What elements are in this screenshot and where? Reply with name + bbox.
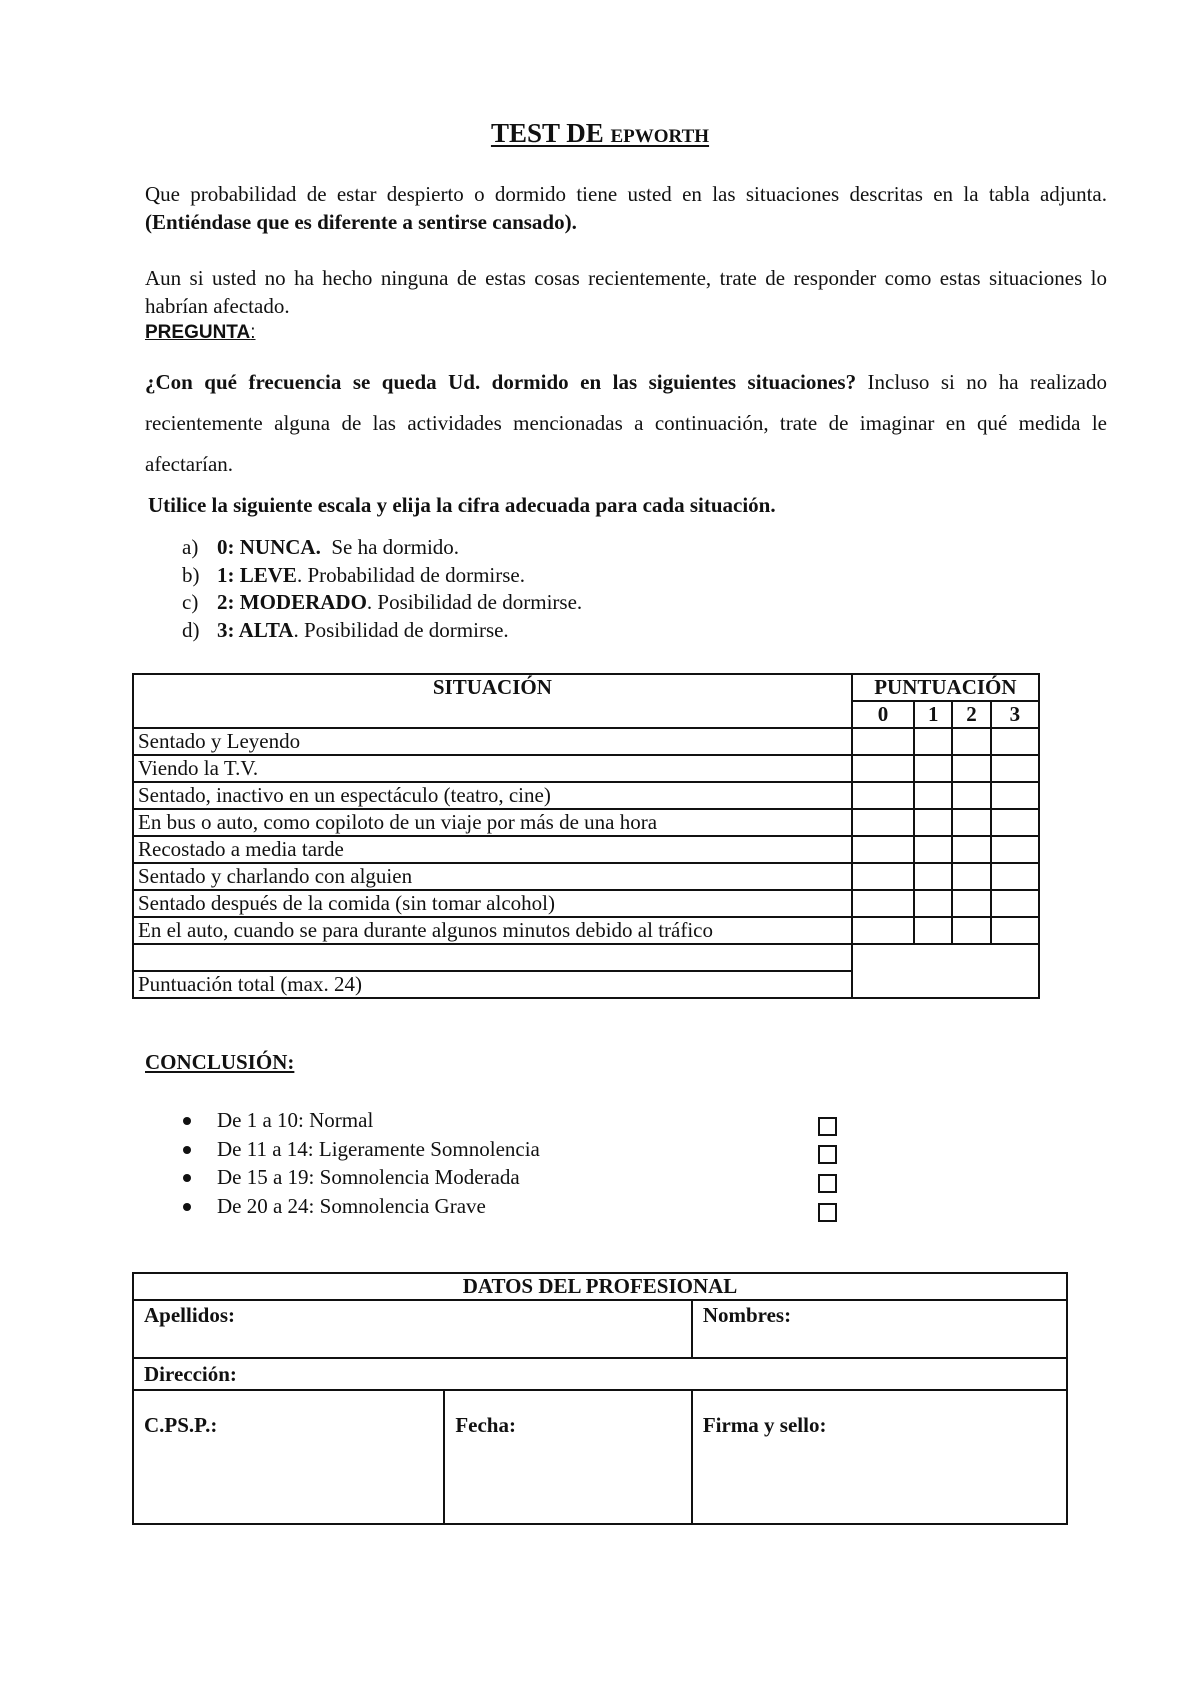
table-row xyxy=(133,917,1039,944)
score-col-header: 1 xyxy=(914,701,952,728)
table-row xyxy=(133,890,1039,917)
intro-p1-bold: (Entiéndase que es diferente a sentirse cansado). xyxy=(145,210,577,234)
table-row xyxy=(133,863,1039,890)
score-cell[interactable] xyxy=(952,917,990,944)
scale-letter: a) xyxy=(182,535,199,559)
situation-label: Sentado y charlando con alguien xyxy=(133,863,852,890)
score-col-header: 3 xyxy=(991,701,1039,728)
scale-item xyxy=(182,534,582,562)
intro-paragraph-2 xyxy=(145,264,1107,320)
document-title xyxy=(0,118,1200,149)
scale-letter: c) xyxy=(182,590,199,614)
intro-p1-text: Que probabilidad de estar despierto o dormido tiene usted en las situaciones descritas en la tabla adjunta. xyxy=(145,182,1107,206)
score-cell[interactable] xyxy=(914,782,952,809)
score-cell[interactable] xyxy=(852,728,914,755)
scale-letter: b) xyxy=(182,562,200,587)
situation-label: Sentado y Leyendo xyxy=(133,728,852,755)
scale-text: Se ha dormido. xyxy=(320,535,460,559)
scale-text: . Posibilidad de dormirse. xyxy=(366,590,583,614)
professional-data-table xyxy=(132,1272,1068,1525)
score-cell[interactable] xyxy=(991,755,1039,782)
score-cell[interactable] xyxy=(914,863,952,890)
table-row xyxy=(133,809,1039,836)
firma-label: Firma y sello: xyxy=(702,1413,827,1437)
table-row-blank xyxy=(133,944,1039,971)
scale-item xyxy=(182,562,582,590)
total-score-cell[interactable] xyxy=(852,944,1039,998)
pregunta-colon: : xyxy=(250,322,256,343)
question-rest: Incluso si no ha realizado recientemente alguna de las actividades mencionadas a continuación, trate de imaginar en qué medida le afectarían. xyxy=(145,370,1108,476)
score-cell[interactable] xyxy=(952,890,990,917)
score-cell[interactable] xyxy=(991,728,1039,755)
score-cell[interactable] xyxy=(991,836,1039,863)
conclusion-title: CONCLUSIÓN: xyxy=(145,1050,295,1074)
question-bold: ¿Con qué frecuencia se queda Ud. dormido en las siguientes situaciones? xyxy=(145,370,857,394)
score-cell[interactable] xyxy=(914,917,952,944)
scale-list xyxy=(182,534,582,644)
score-cell[interactable] xyxy=(952,809,990,836)
cpsp-label: C.PS.P.: xyxy=(144,1413,218,1437)
score-cell[interactable] xyxy=(914,755,952,782)
score-cell[interactable] xyxy=(952,863,990,890)
checkbox-normal[interactable] xyxy=(818,1117,837,1136)
score-cell[interactable] xyxy=(991,809,1039,836)
cpsp-field[interactable] xyxy=(133,1390,444,1524)
score-cell[interactable] xyxy=(991,782,1039,809)
conclusion-item-text: De 11 a 14: Ligeramente Somnolencia xyxy=(217,1136,540,1161)
bullet-icon xyxy=(183,1203,191,1211)
situation-label: En bus o auto, como copiloto de un viaje por más de una hora xyxy=(133,809,852,836)
header-situacion: SITUACIÓN xyxy=(133,674,852,728)
table-row xyxy=(133,755,1039,782)
table-row xyxy=(133,728,1039,755)
firma-field[interactable] xyxy=(692,1390,1067,1524)
conclusion-item xyxy=(180,1135,540,1164)
score-cell[interactable] xyxy=(852,863,914,890)
score-cell[interactable] xyxy=(952,755,990,782)
scale-bold: 1: LEVE xyxy=(217,562,297,587)
header-puntuacion: PUNTUACIÓN xyxy=(852,674,1039,701)
situation-label: Sentado después de la comida (sin tomar alcohol) xyxy=(133,890,852,917)
score-col-header: 2 xyxy=(952,701,990,728)
bullet-icon xyxy=(183,1117,191,1125)
score-cell[interactable] xyxy=(991,890,1039,917)
scale-item xyxy=(182,589,582,617)
score-cell[interactable] xyxy=(952,836,990,863)
situation-label: Recostado a media tarde xyxy=(133,836,852,863)
apellidos-field[interactable] xyxy=(133,1300,692,1358)
score-cell[interactable] xyxy=(991,863,1039,890)
score-cell[interactable] xyxy=(914,890,952,917)
score-cell[interactable] xyxy=(914,836,952,863)
conclusion-item xyxy=(180,1163,540,1192)
bullet-icon xyxy=(183,1174,191,1182)
nombres-field[interactable] xyxy=(692,1300,1067,1358)
score-cell[interactable] xyxy=(852,782,914,809)
pregunta-label-text: PREGUNTA xyxy=(145,322,251,343)
score-cell[interactable] xyxy=(852,917,914,944)
conclusion-item-text: De 15 a 19: Somnolencia Moderada xyxy=(217,1165,520,1189)
conclusion-item xyxy=(180,1192,540,1221)
checkbox-moderada[interactable] xyxy=(818,1174,837,1193)
situation-label: En el auto, cuando se para durante algunos minutos debido al tráfico xyxy=(133,917,852,944)
professional-header: DATOS DEL PROFESIONAL xyxy=(133,1273,1067,1300)
conclusion-item xyxy=(180,1106,540,1135)
fecha-field[interactable] xyxy=(444,1390,691,1524)
score-cell[interactable] xyxy=(914,728,952,755)
conclusion-list xyxy=(180,1106,540,1220)
checkbox-ligera[interactable] xyxy=(818,1145,837,1164)
total-label: Puntuación total (max. 24) xyxy=(133,971,852,998)
blank-cell xyxy=(133,944,852,971)
checkbox-grave[interactable] xyxy=(818,1203,837,1222)
situation-label: Viendo la T.V. xyxy=(133,755,852,782)
score-col-header: 0 xyxy=(852,701,914,728)
score-cell[interactable] xyxy=(991,917,1039,944)
apellidos-label: Apellidos: xyxy=(144,1303,236,1327)
pregunta-label xyxy=(145,322,256,344)
title-small-caps: epworth xyxy=(610,118,710,148)
score-cell[interactable] xyxy=(952,782,990,809)
direccion-field[interactable] xyxy=(133,1358,1067,1390)
question-paragraph xyxy=(145,362,1107,485)
scale-text: . Posibilidad de dormirse. xyxy=(293,617,509,642)
score-cell[interactable] xyxy=(852,809,914,836)
conclusion-item-text: De 20 a 24: Somnolencia Grave xyxy=(217,1193,486,1218)
table-row xyxy=(133,836,1039,863)
scale-text: . Probabilidad de dormirse. xyxy=(296,562,525,587)
score-cell[interactable] xyxy=(852,836,914,863)
situation-label: Sentado, inactivo en un espectáculo (teatro, cine) xyxy=(133,782,852,809)
table-row xyxy=(133,782,1039,809)
scale-intro: Utilice la siguiente escala y elija la cifra adecuada para cada situación. xyxy=(148,493,776,517)
scale-bold: 2: MODERADO xyxy=(217,590,367,614)
scale-bold: 0: NUNCA. xyxy=(217,535,321,559)
nombres-label: Nombres: xyxy=(702,1303,792,1327)
score-cell[interactable] xyxy=(952,728,990,755)
score-cell[interactable] xyxy=(914,809,952,836)
bullet-icon xyxy=(183,1146,191,1154)
score-cell[interactable] xyxy=(852,755,914,782)
intro-p2-text: Aun si usted no ha hecho ninguna de estas cosas recientemente, trate de responder como estas situaciones lo habrían afectado. xyxy=(145,266,1107,318)
fecha-label: Fecha: xyxy=(455,1413,516,1437)
title-main: TEST DE xyxy=(490,118,611,148)
scale-item xyxy=(182,617,582,645)
scale-bold: 3: ALTA xyxy=(217,617,294,642)
conclusion-item-text: De 1 a 10: Normal xyxy=(217,1108,374,1132)
intro-paragraph-1 xyxy=(145,180,1107,236)
situation-table xyxy=(132,673,1040,999)
scale-letter: d) xyxy=(182,617,200,642)
direccion-label: Dirección: xyxy=(144,1362,237,1386)
score-cell[interactable] xyxy=(852,890,914,917)
